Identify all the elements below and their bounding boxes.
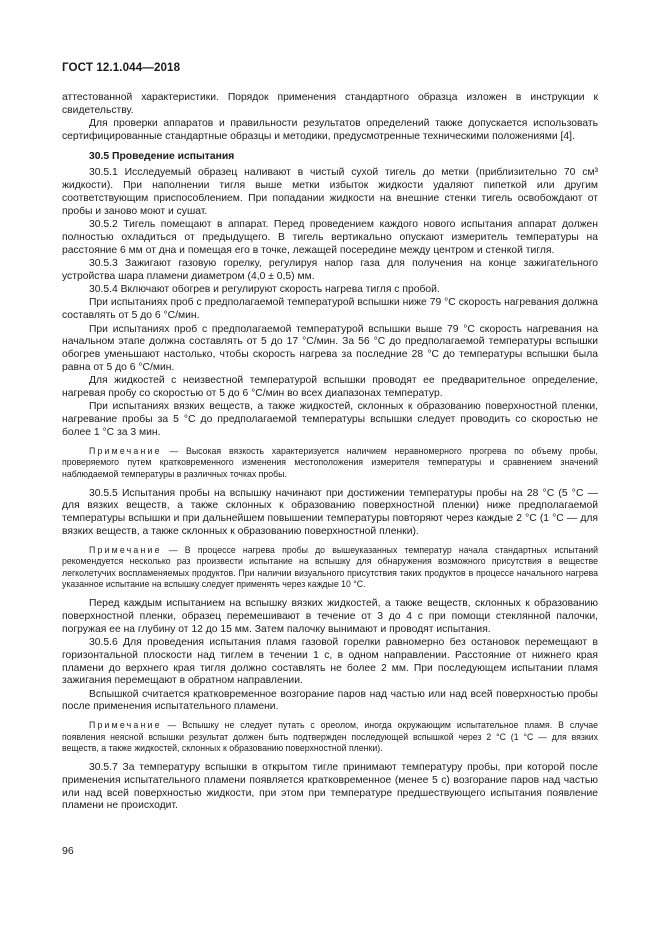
note-halo: [62, 720, 598, 755]
document-header: ГОСТ 12.1.044—2018: [62, 61, 181, 74]
document-body: [62, 92, 598, 814]
clause-30-5-4: 30.5.4 Включают обогрев и регулируют скорость нагрева тигля с пробой.: [89, 284, 440, 296]
clause-30-5-6-definition: Вспышкой считается кратковременное возгорание паров над частью или над всей поверхностью пробы после применения испытательного пламени.: [62, 688, 598, 713]
clause-30-5-2: 30.5.2 Тигель помещают в аппарат. Перед проведением каждого нового испытания аппарат должен полностью охладиться от предыдущего. В тигель вертикально опускают измеритель температуры на расстояние 6 мм от дна и помещая его в точке, лежащей посередине между центром и стенкой тигля.: [62, 219, 598, 256]
note-label: Примечание: [89, 720, 162, 731]
clause-30-5-7: 30.5.7 За температуру вспышки в открытом тигле принимают температуру пробы, при которой после применения испытательного пламени появляется кратковременное (менее 5 с) возгорание паров над частью или над всей поверхностью жидкости, при этом при температуре предшествующего испытания появление пламени не происходит.: [62, 762, 598, 812]
clause-30-5-4-viscous: При испытаниях вязких веществ, а также жидкостей, склонных к образованию поверхностной пленки, нагревание пробы за 5 °С до предполагаемой температуры вспышки следует проводить со скоростью не более 1 °С за 3 мин.: [62, 401, 598, 438]
clause-30-5-6: 30.5.6 Для проведения испытания пламя газовой горелки равномерно без остановок перемещают в горизонтальной плоскости над тиглем в течении 1 с, в одном направлении. Расстояние от нижнего края пламени до верхнего края тигля должно составлять не более 2 мм. При последующем испытании пламя зажигания перемещают в обратном направлении.: [62, 636, 598, 687]
clause-30-5-5: 30.5.5 Испытания пробы на вспышку начинают при достижении температуры пробы на 28 °С (5 °С — для вязких веществ, а также склонных к образованию поверхностной пленки) ниже предполагаемой температуры вспышки и при дальнейшем повышении температуры повторяют через каждые 2 °С (1 °С — для вязких веществ, а также склонных к образованию поверхностной пленки).: [62, 487, 598, 537]
clause-30-5-4-unknown: Для жидкостей с неизвестной температурой вспышки проводят ее предварительное определение, нагревая пробу со скоростью от 5 до 6 °С/мин во всех диапазонах температур.: [62, 375, 598, 400]
clause-30-5-4-above-79: При испытаниях проб с предполагаемой температурой вспышки выше 79 °С скорость нагревания на начальном этапе должна составлять от 5 до 17 °С/мин. За 56 °С до предполагаемой температуры вспышки обогрев уменьшают настолько, чтобы скорость нагрева за последние 28 °С до температуры вспышки была равна от 5 до 6 °С/мин.: [62, 323, 598, 373]
note-text: — Высокая вязкость характеризуется наличием неравномерного прогрева по объему пробы, проверяемого путем кратковременного изменения местоположения измерителя температуры и сравнением значений наблюдаемой температуры в различных точках пробы.: [62, 445, 598, 479]
section-heading-30-5: 30.5 Проведение испытания: [89, 150, 235, 162]
clause-30-5-1: 30.5.1 Исследуемый образец наливают в чистый сухой тигель до метки (приблизительно 70 см³ жидкости). При наполнении тигля выше метки избыток жидкости удаляют пипеткой или другим соответствующим приспособлением. При попадании жидкости на внешние стенки тигель освобождают от пробы и заново моют и сушат.: [62, 167, 598, 217]
page-number: 96: [62, 845, 74, 857]
clause-30-5-4-below-79: При испытаниях проб с предполагаемой температурой вспышки ниже 79 °С скорость нагревания должна составлять от 5 до 6 °С/мин.: [62, 297, 598, 322]
paragraph-verification: Для проверки аппаратов и правильности результатов определений также допускается использовать сертифицированные стандартные образцы и методики, предусмотренные техническими положениями [4].: [62, 118, 598, 142]
paragraph-continuation: аттестованной характеристики. Порядок применения стандартного образца изложен в инструкции к свидетельству.: [62, 92, 598, 116]
note-text: — В процессе нагрева пробы до вышеуказанных температур начала стандартных испытаний рекомендуется несколько раз произвести испытание на вспышку для обнаружения возможного присутствия в веществе легколетучих воспламеняемых продуктов. При наличии визуального присутствия таких продуктов в процессе начального нагрева указанное испытание на вспышку следует применять через каждые 10 °С.: [62, 544, 598, 590]
clause-30-5-5-stirring: Перед каждым испытанием на вспышку вязких жидкостей, а также веществ, склонных к образованию поверхностной пленки, образец перемешивают в течение от 3 до 4 с при помощи стеклянной палочки, погружая ее на глубину от 12 до 15 мм. Затем палочку вынимают и проводят испытания.: [62, 598, 598, 635]
note-text: — Вспышку не следует путать с ореолом, иногда окружающим испытательное пламя. В случае появления неясной вспышки результат должен быть подтвержден последующей вспышкой через 2 °С (1 °С — для вязких веществ, а также жидкостей, склонных к образованию поверхностной пленки).: [62, 720, 598, 754]
note-label: Примечание: [89, 445, 162, 456]
note-viscosity: [62, 446, 598, 481]
note-label: Примечание: [89, 544, 162, 555]
note-preliminary-tests: [62, 545, 598, 591]
clause-30-5-3: 30.5.3 Зажигают газовую горелку, регулируя напор газа для получения на конце зажигательного устройства шара пламени диаметром (4,0 ± 0,5) мм.: [62, 258, 598, 282]
